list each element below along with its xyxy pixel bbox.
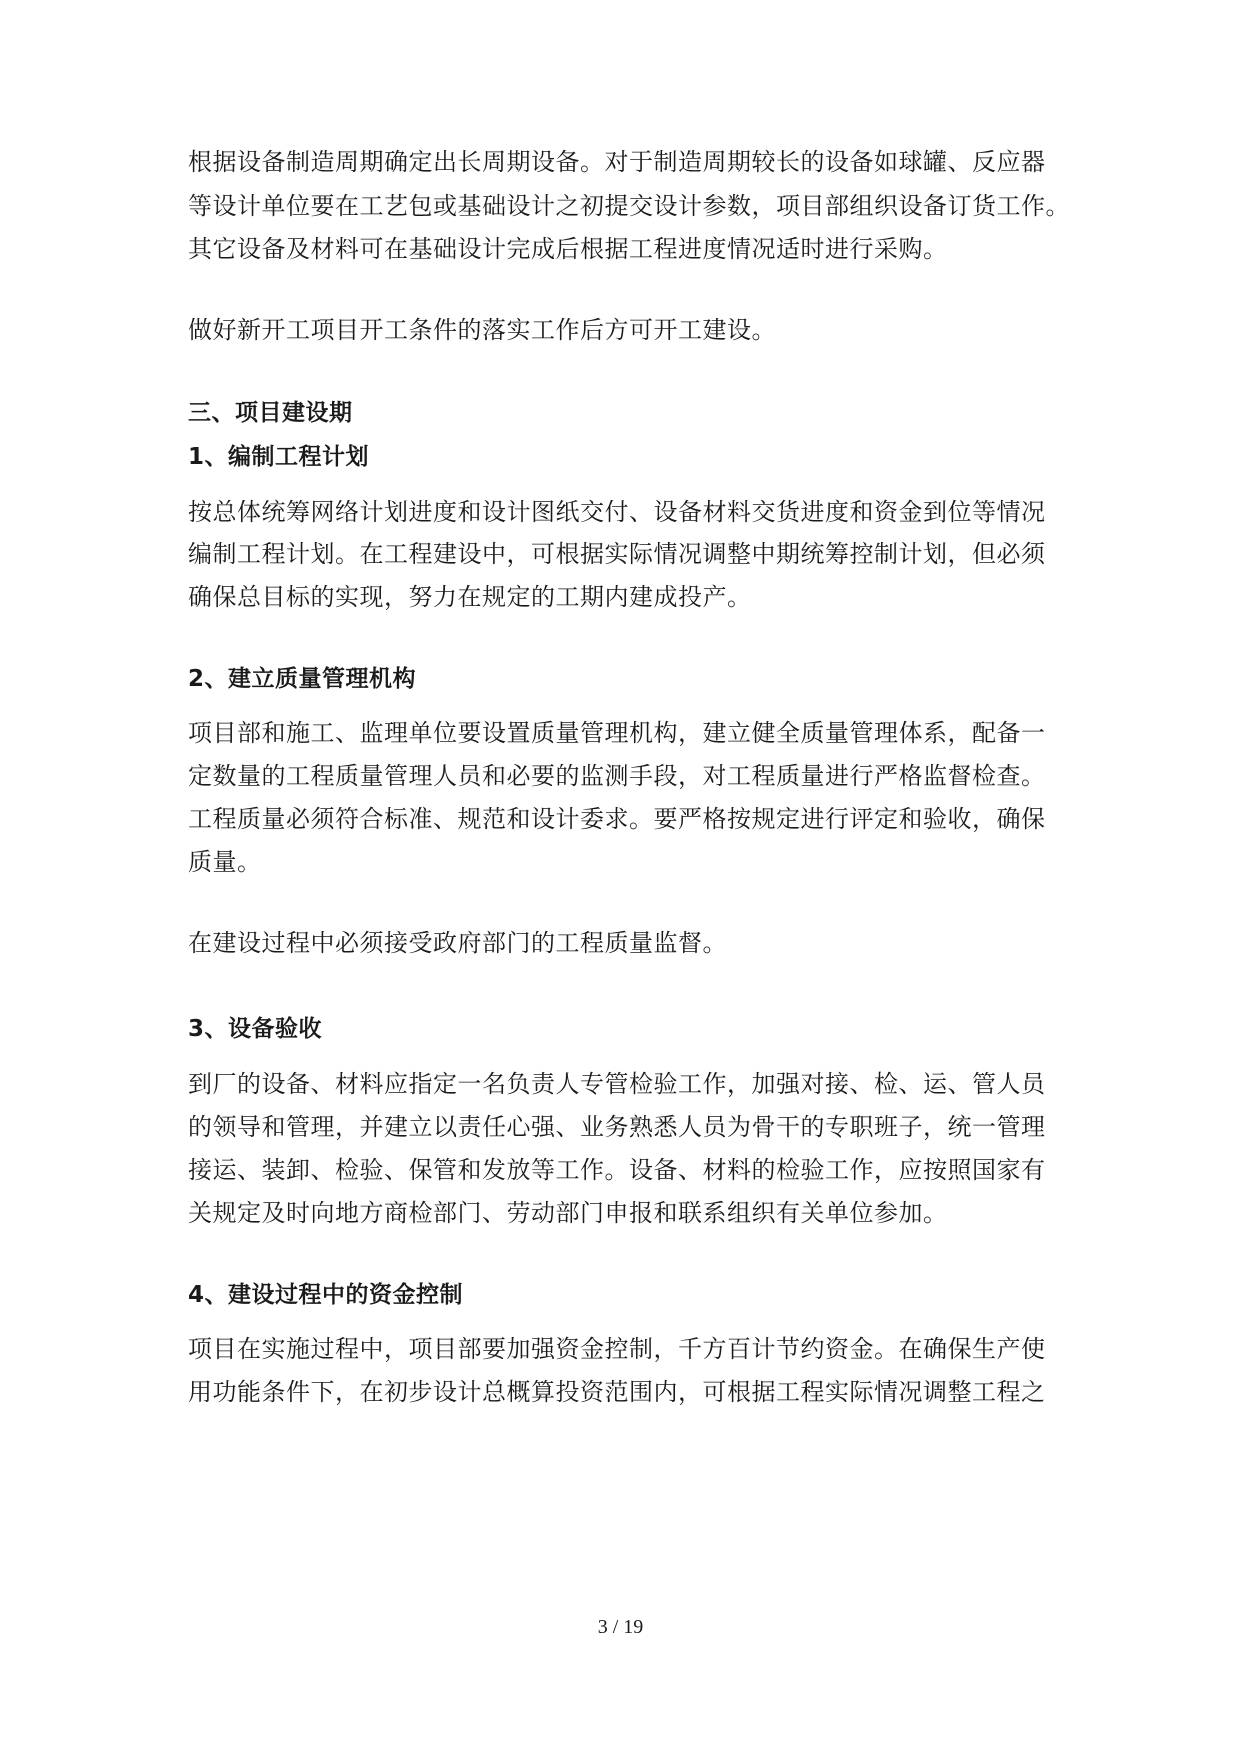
paragraph-line: 质量。 (188, 848, 262, 876)
paragraph-line: 工程质量必须符合标准、规范和设计委求。要严格按规定进行评定和验收，确保 (188, 805, 1046, 833)
paragraph-line: 关规定及时向地方商检部门、劳动部门申报和联系组织有关单位参加。 (188, 1199, 948, 1227)
subsection-heading: 1、编制工程计划 (188, 444, 370, 470)
paragraph-line: 等设计单位要在工艺包或基础设计之初提交设计参数，项目部组织设备订货工作。 (188, 192, 1070, 220)
subsection-heading: 4、建设过程中的资金控制 (188, 1282, 464, 1308)
paragraph-line: 的领导和管理，并建立以责任心强、业务熟悉人员为骨干的专职班子，统一管理 (188, 1113, 1046, 1141)
paragraph-line: 到厂的设备、材料应指定一名负责人专管检验工作，加强对接、检、运、管人员 (188, 1070, 1046, 1098)
paragraph-line: 编制工程计划。在工程建设中，可根据实际情况调整中期统筹控制计划，但必须 (188, 540, 1046, 568)
section-title: 三、项目建设期 (188, 400, 353, 426)
paragraph-line: 确保总目标的实现，努力在规定的工期内建成投产。 (188, 583, 752, 611)
paragraph-line: 按总体统筹网络计划进度和设计图纸交付、设备材料交货进度和资金到位等情况 (188, 498, 1046, 526)
paragraph-line: 项目部和施工、监理单位要设置质量管理机构，建立健全质量管理体系，配备一 (188, 719, 1046, 747)
paragraph-line: 项目在实施过程中，项目部要加强资金控制，千方百计节约资金。在确保生产使 (188, 1335, 1046, 1363)
subsection-heading: 2、建立质量管理机构 (188, 666, 417, 692)
page-number: 3 / 19 (597, 1616, 644, 1638)
paragraph-line: 根据设备制造周期确定出长周期设备。对于制造周期较长的设备如球罐、反应器 (188, 148, 1046, 176)
paragraph-line: 定数量的工程质量管理人员和必要的监测手段，对工程质量进行严格监督检查。 (188, 762, 1046, 790)
paragraph-line: 做好新开工项目开工条件的落实工作后方可开工建设。 (188, 316, 776, 344)
paragraph-line: 用功能条件下，在初步设计总概算投资范围内，可根据工程实际情况调整工程之 (188, 1378, 1046, 1406)
paragraph-line: 在建设过程中必须接受政府部门的工程质量监督。 (188, 929, 727, 957)
paragraph-line: 接运、装卸、检验、保管和发放等工作。设备、材料的检验工作，应按照国家有 (188, 1156, 1046, 1184)
subsection-heading: 3、设备验收 (188, 1016, 323, 1042)
paragraph-line: 其它设备及材料可在基础设计完成后根据工程进度情况适时进行采购。 (188, 235, 948, 263)
